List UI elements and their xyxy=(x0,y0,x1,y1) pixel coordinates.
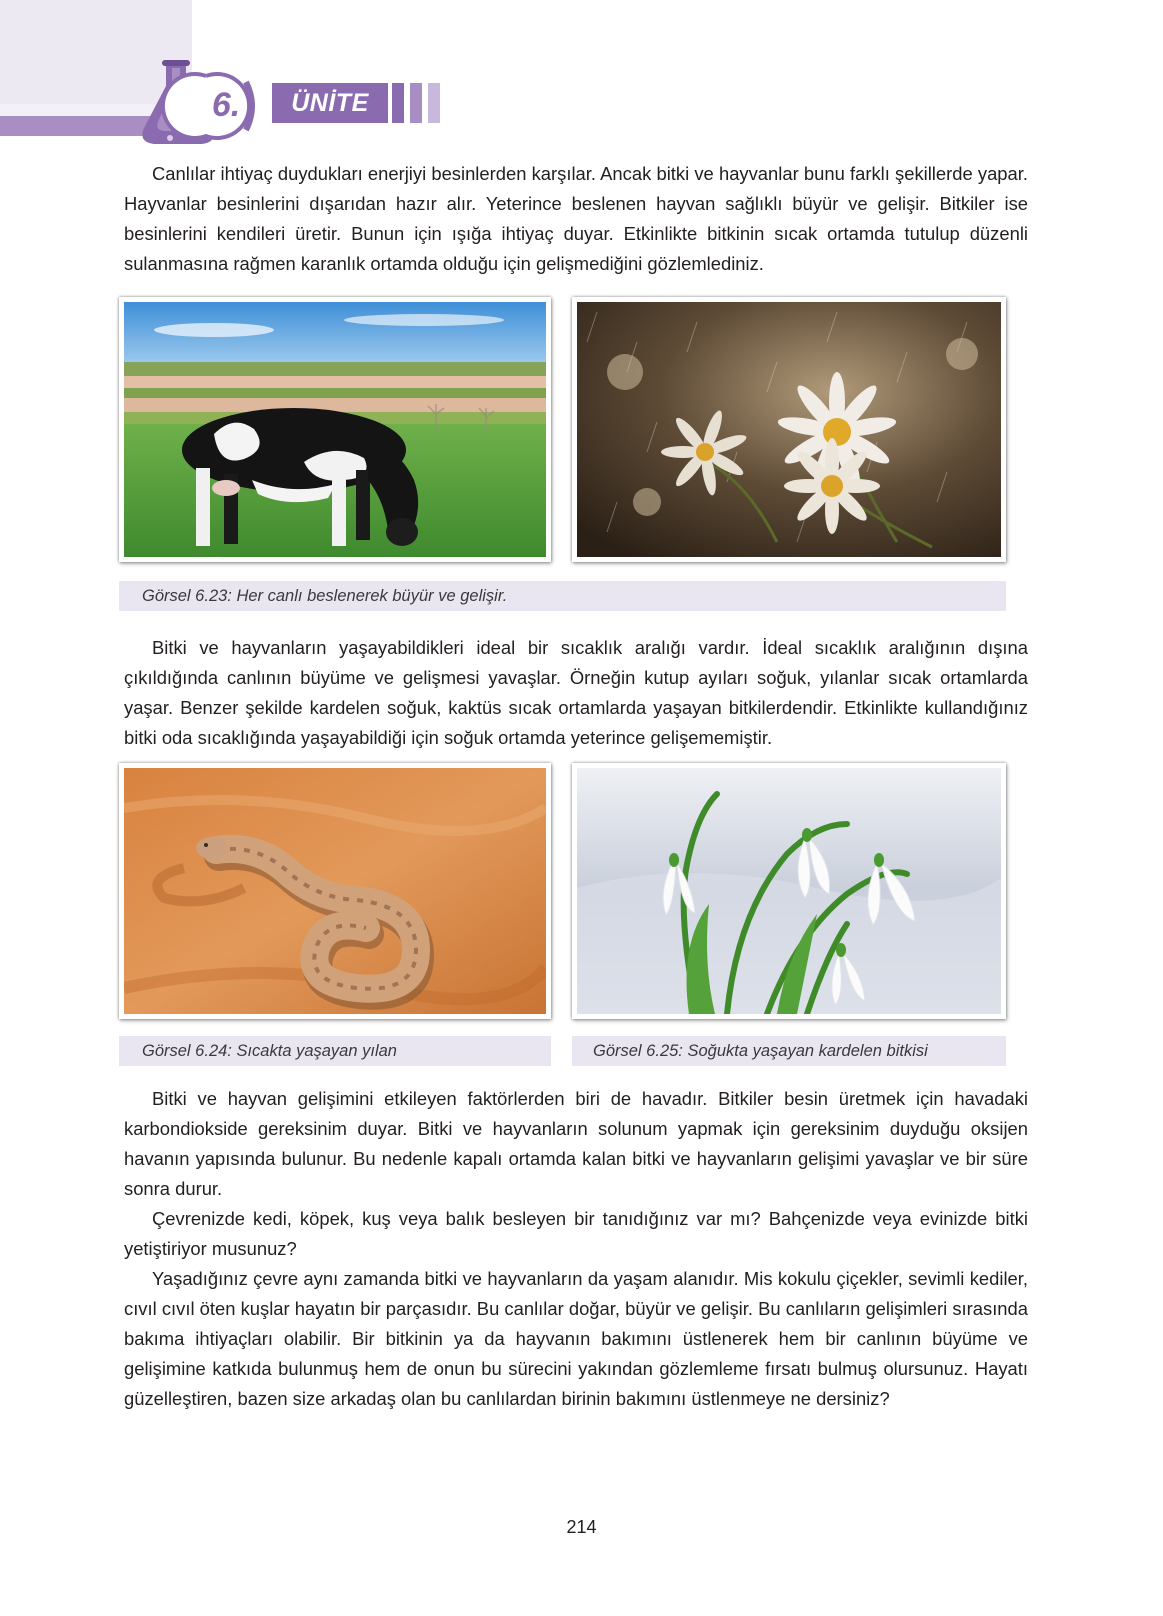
daisies-in-rain-image xyxy=(577,302,1001,557)
paragraph-3 xyxy=(124,1084,1028,1204)
snowdrop-image xyxy=(577,768,1001,1014)
paragraph-2 xyxy=(124,633,1028,753)
unit-bar-3 xyxy=(428,83,440,123)
page-number: 214 xyxy=(566,1517,597,1537)
unit-label: ÜNİTE xyxy=(272,83,388,123)
caption-6-24-text: Görsel 6.24: Sıcakta yaşayan yılan xyxy=(142,1042,397,1060)
unit-bar-2 xyxy=(410,83,422,123)
cow-grazing-image xyxy=(124,302,546,557)
paragraph-2-text: Bitki ve hayvanların yaşayabildikleri ideal bir sıcaklık aralığı vardır. İdeal sıcaklık aralığının dışına çıkıldığında canlının büyüme ve gelişmesi yavaşlar. Örneğin kutup ayıları soğuk, yılanlar sıcak ortamlarda yaşar. Benzer şekilde kardelen soğuk, kaktüs sıcak ortamlarda yaşayan bitkilerdendir. Etkinlikte kullandığınız bitki oda sıcaklığında yaşayabildiği için soğuk ortamda yeterince gelişememiştir. xyxy=(124,637,1028,748)
photo-snowdrop-frame xyxy=(572,763,1006,1019)
paragraph-4 xyxy=(124,1204,1028,1264)
caption-6-25-text: Görsel 6.25: Soğukta yaşayan kardelen bitkisi xyxy=(593,1042,928,1060)
paragraph-3-text: Bitki ve hayvan gelişimini etkileyen faktörlerden biri de havadır. Bitkiler besin üretmek için havadaki karbondiokside gereksinim duyar. Bitki ve hayvanların solunum yapmak için gereksinim duyduğu oksijen havanın yapısında bulunur. Bu nedenle kapalı ortamda kalan bitki ve hayvanların gelişimi yavaşlar ve bir süre sonra durur. xyxy=(124,1088,1028,1199)
caption-6-23 xyxy=(119,581,1006,611)
flask-icon xyxy=(142,56,272,152)
photo-cow-frame xyxy=(119,297,551,562)
header-stripe xyxy=(0,116,154,136)
paragraph-1-text: Canlılar ihtiyaç duydukları enerjiyi besinlerden karşılar. Ancak bitki ve hayvanlar bunu farklı şekillerde yapar. Hayvanlar besinlerini dışarıdan hazır alır. Yeterince beslenen hayvan sağlıklı büyür ve gelişir. Bitkiler ise besinlerini kendileri üretir. Bunun için ışığa ihtiyaç duyar. Etkinlikte bitkinin sıcak ortamda tutulup düzenli sulanmasına rağmen karanlık ortamda olduğu için gelişmediğini gözlemlediniz. xyxy=(124,163,1028,274)
caption-6-24 xyxy=(119,1036,551,1066)
photo-daisies-frame xyxy=(572,297,1006,562)
paragraph-4-text: Çevrenizde kedi, köpek, kuş veya balık besleyen bir tanıdığınız var mı? Bahçenizde veya evinizde bitki yetiştiriyor musunuz? xyxy=(124,1208,1028,1259)
photo-snake-frame xyxy=(119,763,551,1019)
paragraph-1 xyxy=(124,159,1028,279)
snake-in-sand-image xyxy=(124,768,546,1014)
paragraph-5 xyxy=(124,1264,1028,1414)
paragraph-5-text: Yaşadığınız çevre aynı zamanda bitki ve hayvanların da yaşam alanıdır. Mis kokulu çiçekler, sevimli kediler, cıvıl cıvıl öten kuşlar hayatın bir parçasıdır. Bu canlılar doğar, büyür ve gelişir. Bu canlıların gelişimleri sırasında bakıma ihtiyaçları olabilir. Bir bitkinin ya da hayvanın bakımını üstlenerek hem bir canlının büyüme ve gelişimine katkıda bulunmuş hem de onun bu sürecini yakından gözlemleme fırsatı bulmuş olursunuz. Hayatı güzelleştiren, bazen size arkadaş olan bu canlılardan birinin bakımını üstlenmeye ne dersiniz? xyxy=(124,1268,1028,1409)
unit-number: 6. xyxy=(211,86,241,124)
caption-6-25 xyxy=(572,1036,1006,1066)
caption-6-23-text: Görsel 6.23: Her canlı beslenerek büyür ve gelişir. xyxy=(142,587,508,605)
unit-bar-1 xyxy=(392,83,404,123)
